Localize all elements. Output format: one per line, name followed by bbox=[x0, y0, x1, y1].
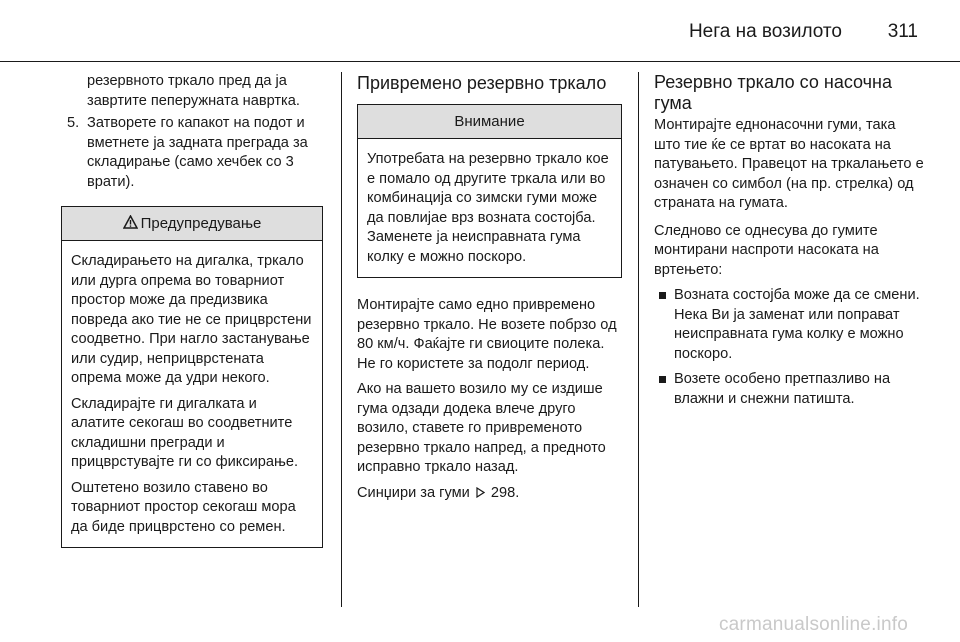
warning-box-header bbox=[62, 207, 322, 241]
paragraph-directional-mount: Монтирајте еднонасочни гуми, така што тие ќе се вртат во насоката на патувањето. Правецот на тркалањето е означен со симбол (на пр. стрелка) од страната на гумата. bbox=[654, 117, 924, 211]
warning-paragraph-2: Складирајте ги дигалката и алатите секогаш во соодветните складишни прегради и прицврстувајте ги со фиксирање. bbox=[71, 395, 299, 470]
column-divider-2 bbox=[638, 72, 639, 607]
caution-box bbox=[357, 104, 622, 278]
bullet-text-1: Возната состојба може да се смени. Нека Ви ја заменат или поправат неисправната гума колку е можно поскоро. bbox=[674, 287, 920, 362]
warning-title: Предупредување bbox=[140, 215, 262, 232]
bullet-text-2: Возете особено претпазливо на влажни и снежни патишта. bbox=[674, 371, 891, 407]
paragraph-opposite-direction: Следново се однесува до гумите монтирани наспроти насоката на вртењето: bbox=[654, 222, 879, 278]
paragraph-mount-one: Монтирајте само едно привремено резервно тркало. Не возете побрзо од 80 км/ч. Фаќајте ги свиоците полека. Не го користете за подолг период. bbox=[357, 297, 617, 372]
page-number: 311 bbox=[887, 21, 918, 42]
page-header bbox=[0, 0, 960, 62]
arrow-reference-icon bbox=[476, 485, 485, 505]
section-heading-directional-tyre: Резервно тркало со насочна гума bbox=[654, 72, 892, 113]
warning-triangle-icon bbox=[123, 207, 138, 241]
column-right bbox=[654, 72, 924, 409]
page-reference[interactable]: 298. bbox=[490, 484, 520, 501]
step-number: 5. bbox=[67, 115, 80, 131]
column-middle bbox=[357, 72, 622, 504]
paragraph-rear-flat: Ако на вашето возило му се издише гума одзади додека влече друго возило, ставете го привременото резервно тркало напред, а предното исправно тркало назад. bbox=[357, 381, 606, 475]
bullet-square-icon bbox=[659, 376, 666, 383]
warning-box-body bbox=[62, 241, 322, 547]
warning-paragraph-3: Оштетено возило ставено во товарниот простор секогаш мора да биде прицврстено со ремен. bbox=[71, 479, 296, 535]
bullet-square-icon bbox=[659, 292, 666, 299]
caution-text: Употребата на резервно тркало кое е помало од другите тркала или во комбинација со зимски гуми може да повлијае врз возната состојба. Заменете ја неисправната гума колку е можно поскоро. bbox=[367, 151, 609, 265]
warning-paragraph-1: Складирањето на дигалка, тркало или дурга опрема во товарниот простор може да предизвика повреда ако тие не се прицврстени соодветно. При нагло застанување или судир, неприцврстената опрема може да удри некого. bbox=[71, 253, 312, 386]
step-item-5 bbox=[61, 114, 323, 192]
bullet-item-2 bbox=[654, 370, 924, 409]
section-heading-temporary-spare: Привремено резервно тркало bbox=[357, 73, 607, 93]
caution-box-body bbox=[358, 139, 621, 277]
snow-chains-text: Синџири за гуми bbox=[357, 484, 470, 501]
warning-box bbox=[61, 206, 323, 548]
bullet-item-1 bbox=[654, 286, 924, 364]
header-title: Нега на возилото bbox=[688, 21, 842, 42]
column-left bbox=[61, 72, 323, 548]
caution-box-header: Внимание bbox=[358, 105, 621, 139]
continued-paragraph: резервното тркало пред да ја завртите пеперужната навртка. bbox=[87, 73, 300, 109]
step-text: Затворете го капакот на подот и вметнете ја задната преграда за складирање (само хечбек со 3 врати). bbox=[87, 115, 308, 190]
paragraph-snow-chains bbox=[357, 484, 622, 505]
column-divider-1 bbox=[341, 72, 342, 607]
watermark: carmanualsonline.info bbox=[718, 614, 908, 635]
